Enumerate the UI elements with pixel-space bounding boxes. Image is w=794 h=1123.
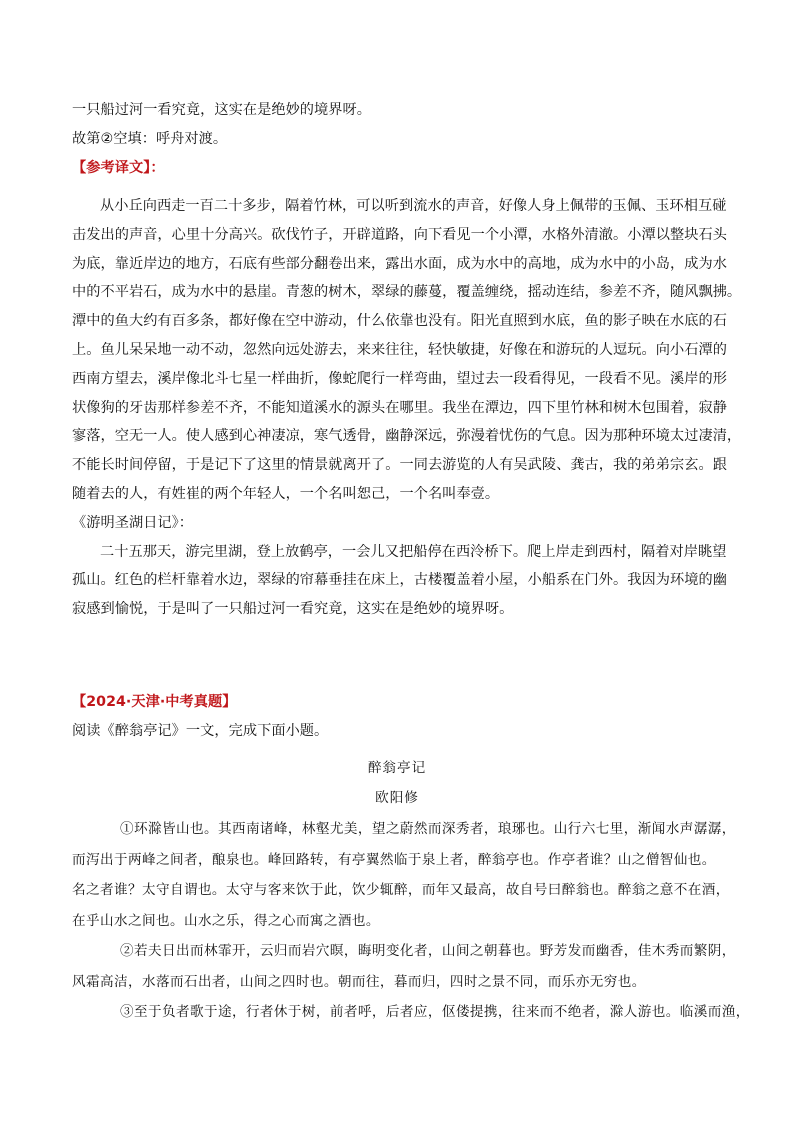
text-line: 西南方望去，溪岸像北斗七星一样曲折，像蛇爬行一样弯曲，望过去一段看得见，一段看不见。溪岸的形 bbox=[72, 370, 727, 387]
text-line: 寥落，空无一人。使人感到心神凄凉，寒气透骨，幽静深远，弥漫着忧伤的气息。因为那种环境太过凄清， bbox=[72, 428, 742, 445]
text-line: 孤山。红色的栏杆靠着水边，翠绿的帘幕垂挂在床上，古楼覆盖着小屋，小船系在门外。我因为环境的幽 bbox=[72, 572, 727, 589]
text-line: 在乎山水之间也。山水之乐，得之心而寓之酒也。 bbox=[72, 912, 380, 929]
text-line: ③至于负者歌于途，行者休于树，前者呼，后者应，伛偻提携，往来而不绝者，滁人游也。临溪而渔， bbox=[120, 1004, 750, 1020]
text-line: ①环滁皆山也。其西南诸峰，林壑尤美，望之蔚然而深秀者，琅琊也。山行六七里，渐闻水声潺潺， bbox=[120, 821, 736, 837]
text-line: 不能长时间停留，于是记下了这里的情景就离开了。一同去游览的人有吴武陵、龚古，我的弟弟宗玄。跟 bbox=[72, 457, 727, 474]
exam-instruction: 阅读《醉翁亭记》一文，完成下面小题。 bbox=[72, 722, 329, 739]
text-line: 随着去的人，有姓崔的两个年轻人，一个名叫恕己，一个名叫奉壹。 bbox=[72, 485, 500, 502]
text-line: 状像狗的牙齿那样参差不齐，不能知道溪水的源头在哪里。我坐在潭边，四下里竹林和树木包围着，寂静 bbox=[72, 399, 727, 416]
text-line: 击发出的声音，心里十分高兴。砍伐竹子，开辟道路，向下看见一个小潭，水格外清澈。小潭以整块石头 bbox=[72, 226, 727, 243]
text-line: 寂感到愉悦，于是叫了一只船过河一看究竟，这实在是绝妙的境界呀。 bbox=[72, 601, 514, 618]
translation-paragraph-1 bbox=[72, 192, 742, 624]
text-line: 二十五那天，游完里湖，登上放鹤亭，一会儿又把船停在西泠桥下。爬上岸走到西村，隔着对岸眺望 bbox=[100, 543, 727, 560]
text-line: 风霜高洁，水落而石出者，山间之四时也。朝而往，暮而归，四时之景不同，而乐亦无穷也。 bbox=[72, 973, 646, 990]
passage-title: 醉翁亭记 bbox=[367, 760, 427, 776]
second-passage-title: 《游明圣湖日记》： bbox=[72, 514, 194, 531]
text-line: 一只船过河一看究竟，这实在是绝妙的境界呀。 bbox=[72, 102, 371, 118]
exam-section-header bbox=[72, 688, 724, 746]
text-line: 名之者谁？太守自谓也。太守与客来饮于此，饮少辄醉，而年又最高，故自号曰醉翁也。醉翁之意不在酒， bbox=[72, 882, 730, 898]
text-line: ②若夫日出而林霏开，云归而岩穴暝，晦明变化者，山间之朝暮也。野芳发而幽香，佳木秀而繁阴， bbox=[120, 943, 736, 959]
text-line: 为底，靠近岸边的地方，石底有些部分翻卷出来，露出水面，成为水中的高地，成为水中的小岛，成为水 bbox=[72, 255, 727, 272]
answer-explanation bbox=[72, 96, 724, 182]
text-line: 中的不平岩石，成为水中的悬崖。青葱的树木，翠绿的藤蔓，覆盖缠绕，摇动连结，参差不齐，随风飘拂。 bbox=[72, 284, 742, 301]
text-line: 而泻出于两峰之间者，酿泉也。峰回路转，有亭翼然临于泉上者，醉翁亭也。作亭者谁？山之僧智仙也。 bbox=[72, 851, 716, 868]
text-line: 潭中的鱼大约有百多条，都好像在空中游动，什么依靠也没有。阳光直照到水底，鱼的影子映在水底的石 bbox=[72, 313, 727, 330]
passage-author: 欧阳修 bbox=[375, 790, 419, 806]
text-line: 故第②空填：呼舟对渡。 bbox=[72, 130, 228, 147]
text-line: 上。鱼儿呆呆地一动不动，忽然向远处游去，来来往往，轻快敏捷，好像在和游玩的人逗玩。向小石潭的 bbox=[72, 341, 727, 358]
exam-source-heading: 【2024·天津·中考真题】 bbox=[72, 694, 237, 710]
classical-passage bbox=[72, 814, 750, 1028]
reference-translation-heading: 【参考译文】： bbox=[72, 159, 165, 176]
text-line: 从小丘向西走一百二十多步，隔着竹林，可以听到流水的声音，好像人身上佩带的玉佩、玉环相互碰 bbox=[100, 198, 727, 214]
